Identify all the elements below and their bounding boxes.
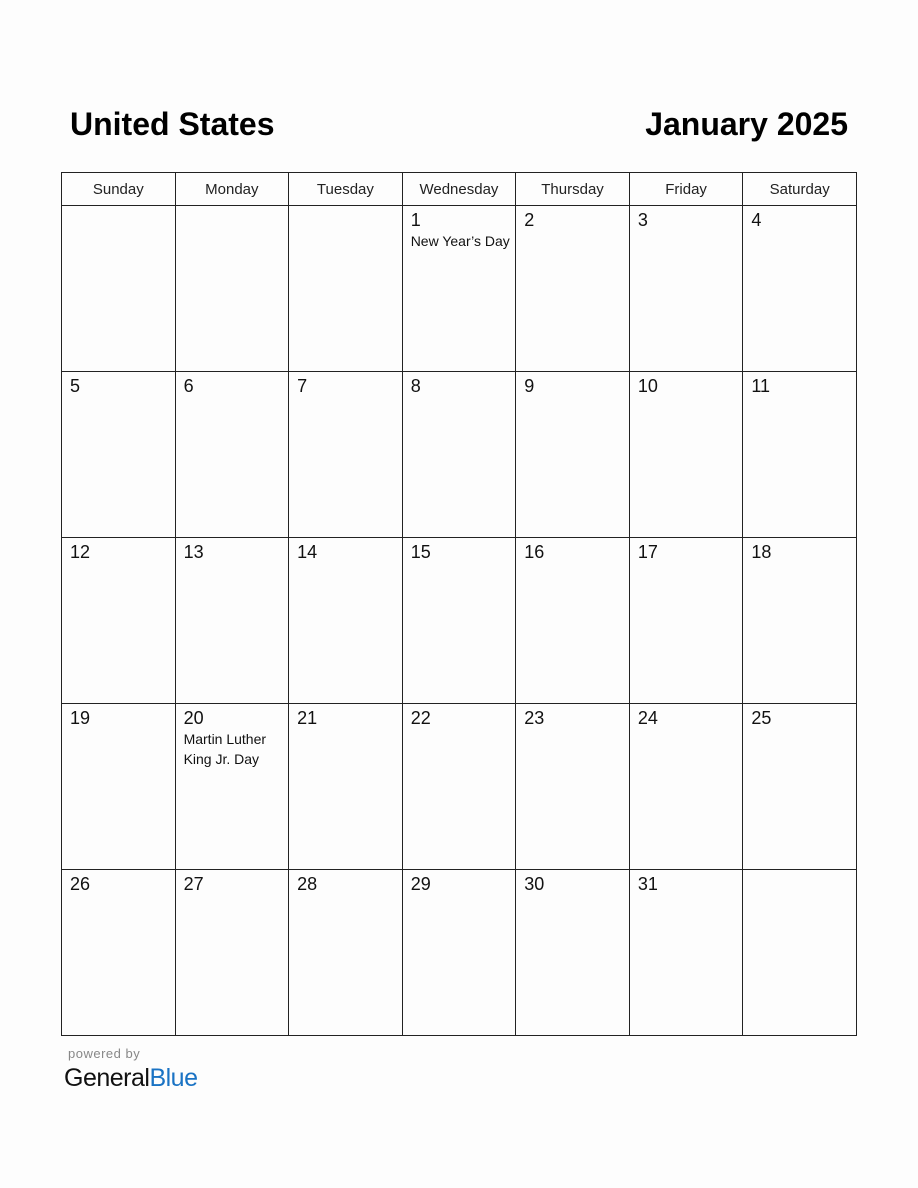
day-number: 19 [70,708,91,728]
day-number: 23 [524,708,545,728]
calendar-day-cell [175,372,289,538]
day-number: 3 [637,210,648,230]
footer-branding [64,1046,198,1094]
weekday-header-thursday: Thursday [516,173,630,206]
calendar-day-cell [289,372,403,538]
calendar-day-cell [62,372,176,538]
calendar-empty-cell [62,206,176,372]
calendar-country-title: United States [70,106,275,142]
weekday-header-wednesday: Wednesday [402,173,516,206]
calendar-day-cell [175,538,289,704]
day-number: 17 [637,542,658,562]
calendar-day-cell [629,372,743,538]
calendar-day-cell [175,870,289,1036]
calendar-day-cell [629,704,743,870]
day-number: 26 [70,874,91,894]
day-number: 28 [297,874,318,894]
calendar-week-row [62,372,857,538]
weekday-header-tuesday: Tuesday [289,173,403,206]
day-number: 24 [637,708,658,728]
calendar-day-cell [743,206,857,372]
holiday-label: New Year’s Day [410,233,510,249]
calendar-day-cell [62,538,176,704]
calendar-day-cell [289,870,403,1036]
calendar-day-cell [516,870,630,1036]
brand-blue-text: Blue [149,1064,198,1092]
calendar-day-cell [402,372,516,538]
day-number: 2 [524,210,535,230]
calendar-day-cell [743,704,857,870]
day-number: 25 [751,708,772,728]
day-number: 8 [410,376,421,396]
calendar-week-row [62,870,857,1036]
calendar-week-row [62,538,857,704]
weekday-header-row [62,173,857,206]
calendar-day-cell [402,206,516,372]
calendar-day-cell [629,870,743,1036]
day-number: 10 [637,376,658,396]
day-number: 21 [297,708,318,728]
calendar-day-cell [629,206,743,372]
calendar-empty-cell [175,206,289,372]
day-number: 13 [183,542,204,562]
calendar-day-cell [516,206,630,372]
weekday-header-saturday: Saturday [743,173,857,206]
holiday-label: Martin Luther King Jr. Day [183,731,267,767]
day-number: 14 [297,542,318,562]
calendar-day-cell [289,704,403,870]
day-number: 1 [410,210,421,230]
day-number: 29 [410,874,431,894]
calendar-week-row [62,206,857,372]
calendar-day-cell [289,538,403,704]
calendar-day-cell [743,538,857,704]
calendar-grid [61,172,857,1036]
brand-general-text: General [64,1064,150,1092]
calendar-day-cell [402,538,516,704]
calendar-day-cell [62,704,176,870]
powered-by-label: powered by [68,1046,141,1061]
day-number: 16 [524,542,545,562]
calendar-day-cell [175,704,289,870]
generalblue-logo [64,1062,198,1094]
calendar-day-cell [516,704,630,870]
day-number: 11 [751,376,771,396]
calendar-month-title: January 2025 [645,106,848,142]
weekday-header-friday: Friday [629,173,743,206]
day-number: 6 [183,376,194,396]
calendar-week-row [62,704,857,870]
day-number: 30 [524,874,545,894]
calendar-day-cell [402,704,516,870]
weekday-header-monday: Monday [175,173,289,206]
day-number: 20 [183,708,204,728]
day-number: 7 [297,376,308,396]
day-number: 27 [183,874,204,894]
weekday-header-sunday: Sunday [62,173,176,206]
calendar-empty-cell [289,206,403,372]
day-number: 22 [410,708,431,728]
calendar-day-cell [516,372,630,538]
calendar-day-cell [62,870,176,1036]
day-number: 18 [751,542,772,562]
day-number: 15 [410,542,431,562]
day-number: 4 [751,210,762,230]
calendar-empty-cell [743,870,857,1036]
calendar-weeks [62,206,857,1036]
day-number: 12 [70,542,91,562]
calendar-day-cell [629,538,743,704]
calendar-day-cell [743,372,857,538]
calendar-day-cell [516,538,630,704]
day-number: 5 [70,376,81,396]
calendar-day-cell [402,870,516,1036]
day-number: 31 [637,874,658,894]
day-number: 9 [524,376,535,396]
